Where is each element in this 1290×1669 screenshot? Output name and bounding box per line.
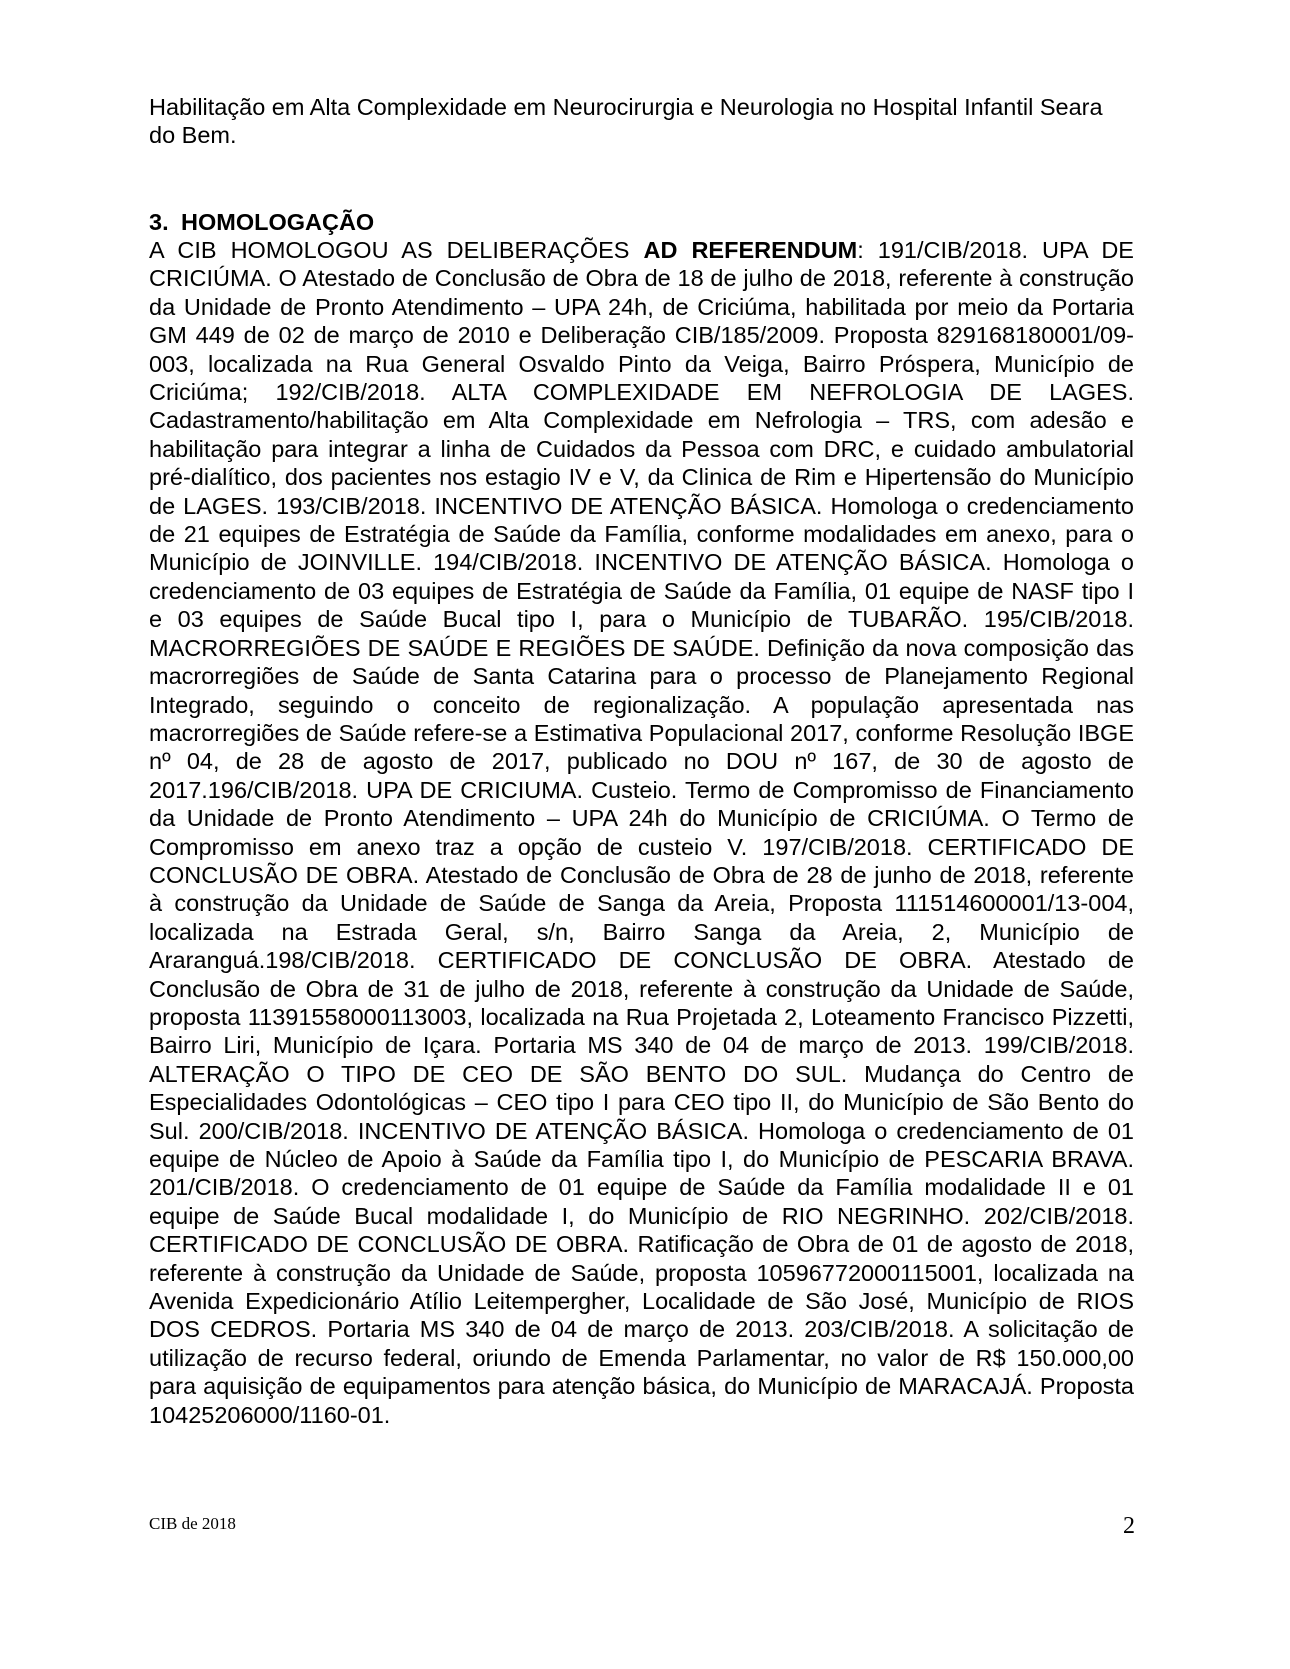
page-number: 2 — [1123, 1513, 1135, 1539]
section-heading — [149, 208, 1134, 236]
main-paragraph-body: : 191/CIB/2018. UPA DE CRICIÚMA. O Atestado de Conclusão de Obra de 18 de julho de 2018, referente à construção da Unidade de Pronto Atendimento – UPA 24h, de Criciúma, habilitada por meio da Portaria GM 449 de 02 de março de 2010 e Deliberação CIB/185/2009. Proposta 829168180001/09-003, localizada na Rua General Osvaldo Pinto da Veiga, Bairro Próspera, Município de Criciúma; 192/CIB/2018. ALTA COMPLEXIDADE EM NEFROLOGIA DE LAGES. Cadastramento/habilitação em Alta Complexidade em Nefrologia – TRS, com adesão e habilitação para integrar a linha de Cuidados da Pessoa com DRC, e cuidado ambulatorial pré-dialítico, dos pacientes nos estagio IV e V, da Clinica de Rim e Hipertensão do Município de LAGES. 193/CIB/2018. INCENTIVO DE ATENÇÃO BÁSICA. Homologa o credenciamento de 21 equipes de Estratégia de Saúde da Família, conforme modalidades em anexo, para o Município de JOINVILLE. 194/CIB/2018. INCENTIVO DE ATENÇÃO BÁSICA. Homologa o credenciamento de 03 equipes de Estratégia de Saúde da Família, 01 equipe de NASF tipo I e 03 equipes de Saúde Bucal tipo I, para o Município de TUBARÃO. 195/CIB/2018. MACRORREGIÕES DE SAÚDE E REGIÕES DE SAÚDE. Definição da nova composição das macrorregiões de Saúde de Santa Catarina para o processo de Planejamento Regional Integrado, seguindo o conceito de regionalização. A população apresentada nas macrorregiões de Saúde refere-se a Estimativa Populacional 2017, conforme Resolução IBGE nº 04, de 28 de agosto de 2017, publicado no DOU nº 167, de 30 de agosto de 2017.196/CIB/2018. UPA DE CRICIUMA. Custeio. Termo de Compromisso de Financiamento da Unidade de Pronto Atendimento – UPA 24h do Município de CRICIÚMA. O Termo de Compromisso em anexo traz a opção de custeio V. 197/CIB/2018. CERTIFICADO DE CONCLUSÃO DE OBRA. Atestado de Conclusão de Obra de 28 de junho de 2018, referente à construção da Unidade de Saúde de Sanga da Areia, Proposta 111514600001/13-004, localizada na Estrada Geral, s/n, Bairro Sanga da Areia, 2, Município de Araranguá.198/CIB/2018. CERTIFICADO DE CONCLUSÃO DE OBRA. Atestado de Conclusão de Obra de 31 de julho de 2018, referente à construção da Unidade de Saúde, proposta 11391558000113003, localizada na Rua Projetada 2, Loteamento Francisco Pizzetti, Bairro Liri, Município de Içara. Portaria MS 340 de 04 de março de 2013. 199/CIB/2018. ALTERAÇÃO O TIPO DE CEO DE SÃO BENTO DO SUL. Mudança do Centro de Especialidades Odontológicas – CEO tipo I para CEO tipo II, do Município de São Bento do Sul. 200/CIB/2018. INCENTIVO DE ATENÇÃO BÁSICA. Homologa o credenciamento de 01 equipe de Núcleo de Apoio à Saúde da Família tipo I, do Município de PESCARIA BRAVA. 201/CIB/2018. O credenciamento de 01 equipe de Saúde da Família modalidade II e 01 equipe de Saúde Bucal modalidade I, do Município de RIO NEGRINHO. 202/CIB/2018. CERTIFICADO DE CONCLUSÃO DE OBRA. Ratificação de Obra de 01 de agosto de 2018, referente à construção da Unidade de Saúde, proposta 10596772000115001, localizada na Avenida Expedicionário Atílio Leitempergher, Localidade de São José, Município de RIOS DOS CEDROS. Portaria MS 340 de 04 de março de 2013. 203/CIB/2018. A solicitação de utilização de recurso federal, oriundo de Emenda Parlamentar, no valor de R$ 150.000,00 para aquisição de equipamentos para atenção básica, do Município de MARACAJÁ. Proposta 10425206000/1160-01. — [149, 237, 1134, 1428]
intro-paragraph: Habilitação em Alta Complexidade em Neurocirurgia e Neurologia no Hospital Infantil Seara do Bem. — [149, 94, 1103, 149]
main-paragraph — [149, 236, 1134, 1429]
section-title: HOMOLOGAÇÃO — [181, 209, 375, 235]
main-paragraph-lead: A CIB HOMOLOGOU AS DELIBERAÇÕES — [149, 237, 644, 263]
footer-label: CIB de 2018 — [149, 1514, 236, 1533]
main-paragraph-emphasis: AD REFERENDUM — [643, 237, 858, 263]
section-number: 3. — [149, 209, 169, 235]
